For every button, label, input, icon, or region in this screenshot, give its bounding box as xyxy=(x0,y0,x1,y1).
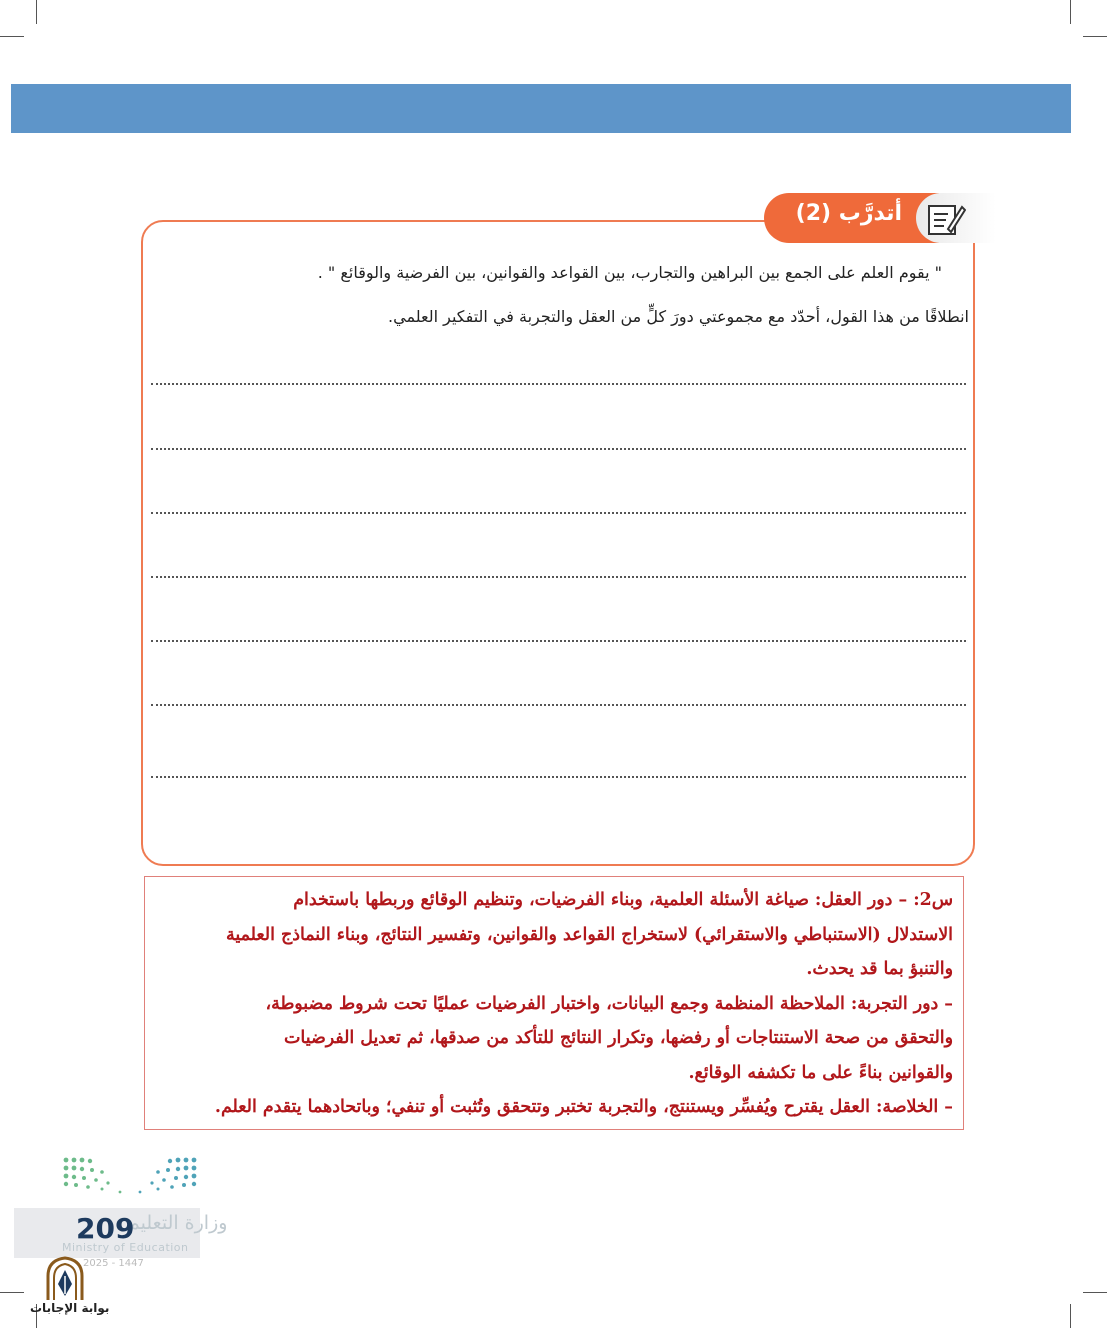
answer-line-text: والتنبؤ بما قد يحدث. xyxy=(806,959,953,979)
answer-line-text: – دور التجربة: الملاحظة المنظمة وجمع البيانات، واختبار الفرضيات عمليًا تحت شروط مضبوطة، xyxy=(265,993,953,1014)
answer-line xyxy=(151,383,966,385)
ministry-name-english: Ministry of Education xyxy=(62,1241,189,1254)
page-number: 209 xyxy=(76,1212,135,1245)
pen-nib-arch-icon xyxy=(44,1256,86,1302)
crop-mark xyxy=(1070,1304,1071,1328)
crop-mark xyxy=(0,1292,24,1293)
edition-year: 2025 - 1447 xyxy=(83,1258,144,1269)
portal-name: بوابة الإجابات xyxy=(30,1301,110,1315)
crop-mark xyxy=(1070,0,1071,24)
crop-mark xyxy=(36,0,37,24)
notepad-pencil-icon xyxy=(926,201,966,237)
tab-title: أتدرَّب (2) xyxy=(795,201,902,226)
answer-box xyxy=(144,876,964,1130)
answer-line-text: الاستدلال (الاستنباطي والاستقرائي) لاستخراج القواعد والقوانين، وتفسير النتائج، وبناء النماذج العلمية xyxy=(226,924,953,945)
answer-line xyxy=(151,512,966,514)
header-band xyxy=(11,84,1071,133)
answer-line-text: – الخلاصة: العقل يقترح ويُفسِّر ويستنتج، والتجربة تختبر وتتحقق وتُثبت أو تنفي؛ وباتحادهما يتقدم العلم. xyxy=(214,1097,953,1117)
crop-mark xyxy=(1083,1292,1107,1293)
answer-line xyxy=(151,576,966,578)
instruction-text: انطلاقًا من هذا القول، أحدّد مع مجموعتي دورَ كلٍّ من العقل والتجربة في التفكير العلمي. xyxy=(388,307,969,326)
answer-line xyxy=(151,448,966,450)
answer-line-text: س2: – دور العقل: صياغة الأسئلة العلمية، وبناء الفرضيات، وتنظيم الوقائع وربطها باستخدام xyxy=(293,890,953,910)
ministry-name-arabic: وزارة التعليم xyxy=(128,1212,228,1234)
crop-mark xyxy=(0,36,24,37)
answer-line xyxy=(151,640,966,642)
answer-line-text: والتحقق من صحة الاستنتاجات أو رفضها، وتكرار النتائج للتأكد من صدقها، ثم تعديل الفرضيات xyxy=(284,1028,953,1048)
dots-logo-icon xyxy=(62,1156,198,1196)
crop-mark xyxy=(1083,36,1107,37)
quote-text: " يقوم العلم على الجمع بين البراهين والتجارب، بين القواعد والقوانين، بين الفرضية والوقائع " . xyxy=(317,263,942,282)
answer-line xyxy=(151,776,966,778)
practice-tab xyxy=(764,193,994,245)
answer-line-text: والقوانين بناءً على ما تكشفه الوقائع. xyxy=(688,1062,953,1083)
answer-line xyxy=(151,704,966,706)
